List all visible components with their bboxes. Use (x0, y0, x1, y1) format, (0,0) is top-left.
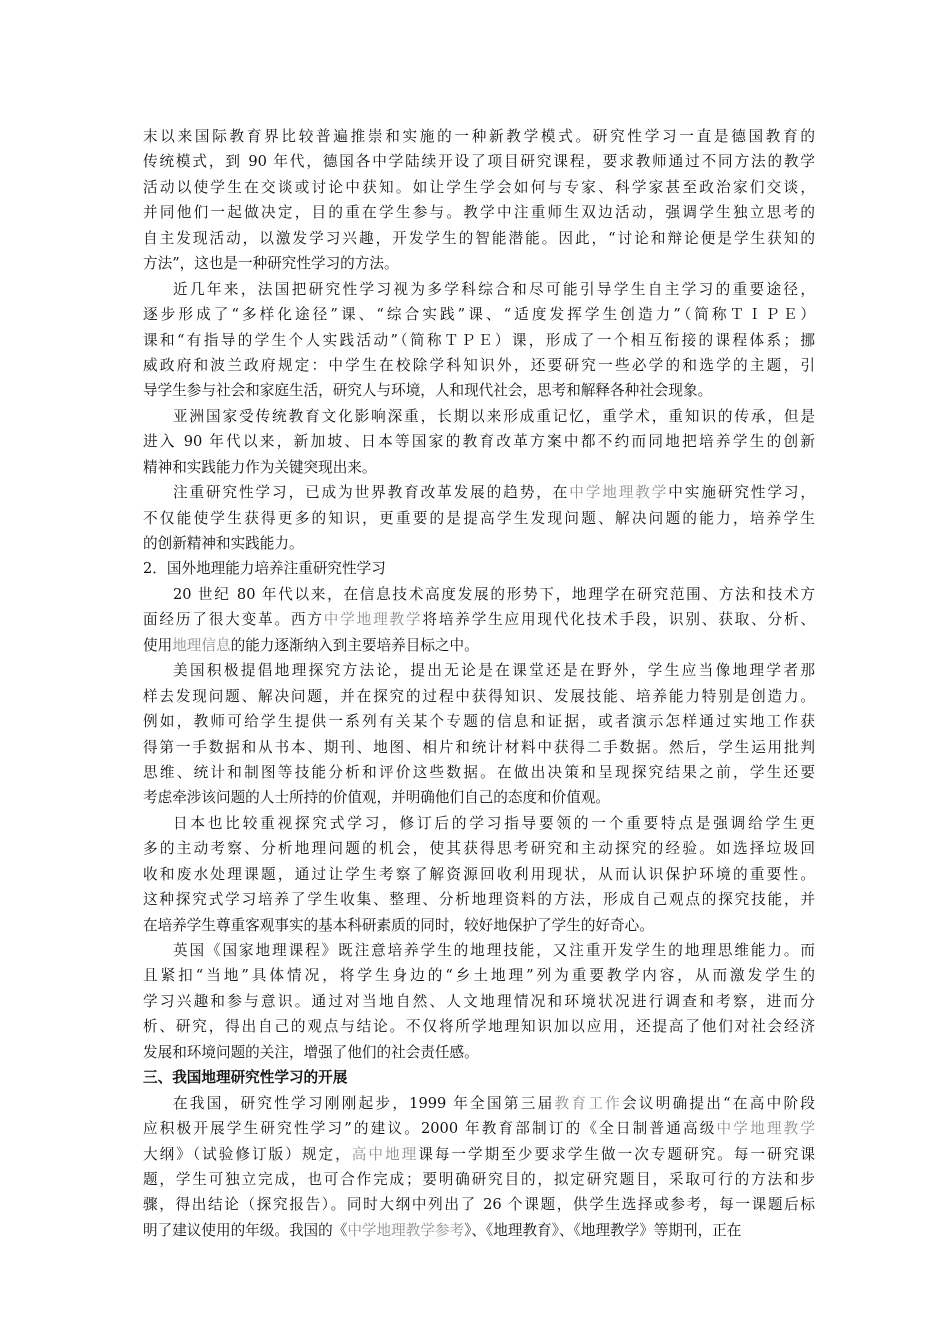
text-line (143, 1014, 815, 1039)
text-run: 精神和实践能力作为关键突现出来。 (143, 458, 377, 476)
text-line (143, 887, 815, 912)
text-line (143, 1091, 815, 1116)
text-run: 威政府和波兰政府规定：中学生在校除学科知识外，还要研究一些必学的和选学的主题，引 (143, 356, 815, 374)
document-body (143, 124, 815, 1243)
text-line (143, 735, 815, 760)
text-line (143, 556, 815, 581)
paragraph (143, 277, 815, 404)
paragraph (143, 556, 815, 581)
text-run: 进入 90 年代以来，新加坡、日本等国家的教育改革方案中都不约而同地把培养学生的创新 (143, 433, 815, 451)
text-line (143, 582, 815, 607)
text-line (143, 1218, 815, 1243)
text-line (143, 684, 815, 709)
text-run: 逐步形成了“多样化途径”课、“综合实践”课、“适度发挥学生创造力”（简称ＴＩＰＥ） (143, 306, 815, 324)
text-line (143, 1116, 815, 1141)
inline-link[interactable]: 高中地理 (351, 1145, 419, 1163)
text-line (143, 124, 815, 149)
text-run: 课每一学期至少要求学生做一次专题研究。每一研究课 (418, 1145, 815, 1163)
text-line (143, 658, 815, 683)
text-line (143, 226, 815, 251)
text-run: 导学生参与社会和家庭生活，研究人与环境，人和现代社会，思考和解释各种社会现象。 (143, 382, 713, 400)
text-run: 会议明确提出“在高中阶段 (621, 1094, 815, 1112)
paragraph (143, 658, 815, 811)
text-line (143, 1065, 815, 1090)
text-line (143, 404, 815, 429)
text-line (143, 429, 815, 454)
text-line (143, 251, 815, 276)
text-run: 析、研究，得出自己的观点与结论。不仅将所学地理知识加以应用，还提高了他们对社会经济 (143, 1018, 815, 1036)
text-run: 在我国，研究性学习刚刚起步，1999 年全国第三届 (173, 1094, 555, 1112)
paragraph (143, 1091, 815, 1244)
text-run: 例如，教师可给学生提供一系列有关某个专题的信息和证据，或者演示怎样通过实地工作获 (143, 713, 815, 731)
text-run: 》、《地理教育》、《地理教学》等期刊，正在 (464, 1221, 742, 1239)
text-line (143, 913, 815, 938)
text-line (143, 760, 815, 785)
text-run: 在培养学生尊重客观事实的基本科研素质的同时，较好地保护了学生的好奇心。 (143, 916, 654, 934)
paragraph (143, 404, 815, 480)
text-line (143, 862, 815, 887)
text-run: 多的主动考察、分析地理问题的机会，使其获得思考研究和主动探究的经验。如选择垃圾回 (143, 840, 815, 858)
text-run: 题，学生可独立完成，也可合作完成；要明确研究目的，拟定研究题目，采取可行的方法和步 (143, 1170, 815, 1188)
text-line (143, 607, 815, 632)
text-line (143, 531, 815, 556)
paragraph (143, 938, 815, 1065)
text-line (143, 175, 815, 200)
text-run: 的能力逐渐纳入到主要培养目标之中。 (230, 636, 479, 654)
text-line (143, 149, 815, 174)
text-run: 面经历了很大变革。西方 (143, 611, 324, 629)
text-run: 学习兴趣和参与意识。通过对当地自然、人文地理情况和环境状况进行调查和考察，进而分 (143, 992, 815, 1010)
text-run: 收和废水处理课题，通过让学生考察了解资源回收利用现状，从而认识保护环境的重要性。 (143, 865, 815, 883)
text-run: 应积极开展学生研究性学习”的建议。2000 年教育部制订的《全日制普通高级 (143, 1120, 717, 1138)
text-run: 骤，得出结论（探究报告）。同时大纲中列出了 26 个课题，供学生选择或参考，每一课题后标 (143, 1196, 815, 1214)
inline-link[interactable]: 教育工作 (554, 1094, 622, 1112)
paragraph (143, 582, 815, 658)
text-line (143, 709, 815, 734)
text-run: 注重研究性学习，已成为世界教育改革发展的趋势，在 (173, 484, 570, 502)
text-run: 传统模式，到 90 年代，德国各中学陆续开设了项目研究课程，要求教师通过不同方法的教学 (143, 153, 815, 171)
text-run: 课和“有指导的学生个人实践活动”（简称ＴＰＥ）课，形成了一个相互衔接的课程体系；挪 (143, 331, 815, 349)
text-run: 且紧扣“当地”具体情况，将学生身边的“乡土地理”列为重要教学内容，从而激发学生的 (143, 967, 815, 985)
text-run: 日本也比较重视探究式学习，修订后的学习指导要领的一个重要特点是强调给学生更 (173, 814, 815, 832)
text-line (143, 836, 815, 861)
text-line (143, 378, 815, 403)
text-run: 大纲》（试验修订版）规定， (143, 1145, 352, 1163)
section-heading (143, 1065, 815, 1090)
text-run: 三、我国地理研究性学习的开展 (143, 1069, 348, 1087)
text-run: 将培养学生应用现代化技术手段，识别、获取、分析、 (422, 611, 815, 629)
text-run: 中实施研究性学习， (668, 484, 815, 502)
text-run: 的创新精神和实践能力。 (143, 535, 304, 552)
text-line (143, 1142, 815, 1167)
inline-link[interactable]: 中学地理教学 (569, 484, 669, 502)
text-run: 近几年来，法国把研究性学习视为多学科综合和尽可能引导学生自主学习的重要途径， (173, 280, 815, 298)
inline-link[interactable]: 中学地理教学参考 (347, 1221, 465, 1239)
text-run: 自主发现活动，以激发学习兴趣，开发学生的智能潜能。因此，“讨论和辩论便是学生获知的 (143, 229, 815, 247)
text-run: 明了建议使用的年级。我国的《 (143, 1221, 348, 1239)
text-line (143, 989, 815, 1014)
text-line (143, 506, 815, 531)
inline-link[interactable]: 地理信息 (172, 636, 231, 654)
text-run: 这种探究式学习培养了学生收集、整理、分析地理资料的方法，形成自己观点的探究技能，并 (143, 891, 815, 909)
text-line (143, 785, 815, 810)
text-run: 20 世纪 80 年代以来，在信息技术高度发展的形势下，地理学在研究范围、方法和技术方 (173, 585, 815, 603)
text-line (143, 1167, 815, 1192)
text-line (143, 200, 815, 225)
text-run: 方法”，这也是一种研究性学习的方法。 (143, 255, 399, 273)
text-line (143, 938, 815, 963)
text-run: 使用 (143, 636, 173, 654)
text-line (143, 633, 815, 658)
text-run: 英国《国家地理课程》既注意培养学生的地理技能，又注重开发学生的地理思维能力。而 (173, 942, 815, 959)
text-line (143, 277, 815, 302)
text-run: 美国积极提倡地理探究方法论，提出无论是在课堂还是在野外，学生应当像地理学者那 (173, 662, 815, 680)
inline-link[interactable]: 中学地理教学 (716, 1120, 815, 1138)
text-run: 亚洲国家受传统教育文化影响深重，长期以来形成重记忆，重学术，重知识的传承，但是 (173, 407, 815, 425)
paragraph (143, 480, 815, 556)
text-run: 不仅能使学生获得更多的知识，更重要的是提高学生发现问题、解决问题的能力，培养学生 (143, 509, 815, 527)
inline-link[interactable]: 中学地理教学 (323, 611, 423, 629)
text-line (143, 811, 815, 836)
text-line (143, 353, 815, 378)
text-line (143, 328, 815, 353)
text-run: 活动以使学生在交谈或讨论中获知。如让学生学会如何与专家、科学家甚至政治家们交谈， (143, 178, 815, 196)
text-run: 2．国外地理能力培养注重研究性学习 (143, 560, 386, 578)
text-run: 发展和环境问题的关注，增强了他们的社会责任感。 (143, 1043, 479, 1061)
text-run: 样去发现问题、解决问题，并在探究的过程中获得知识、发展技能、培养能力特别是创造力。 (143, 687, 815, 705)
text-line (143, 1192, 815, 1217)
text-line (143, 963, 815, 988)
text-run: 并同他们一起做决定，目的重在学生参与。教学中注重师生双边活动，强调学生独立思考的 (143, 204, 815, 222)
text-line (143, 455, 815, 480)
text-line (143, 302, 815, 327)
text-run: 考虑牵涉该问题的人士所持的价值观，并明确他们自己的态度和价值观。 (143, 789, 611, 807)
paragraph (143, 811, 815, 938)
text-run: 得第一手数据和从书本、期刊、地图、相片和统计材料中获得二手数据。然后，学生运用批判 (143, 738, 815, 756)
text-line (143, 1040, 815, 1065)
paragraph (143, 124, 815, 277)
text-run: 末以来国际教育界比较普遍推崇和实施的一种新教学模式。研究性学习一直是德国教育的 (143, 128, 815, 145)
text-run: 思维、统计和制图等技能分析和评价这些数据。在做出决策和呈现探究结果之前，学生还要 (143, 763, 815, 781)
text-line (143, 480, 815, 505)
